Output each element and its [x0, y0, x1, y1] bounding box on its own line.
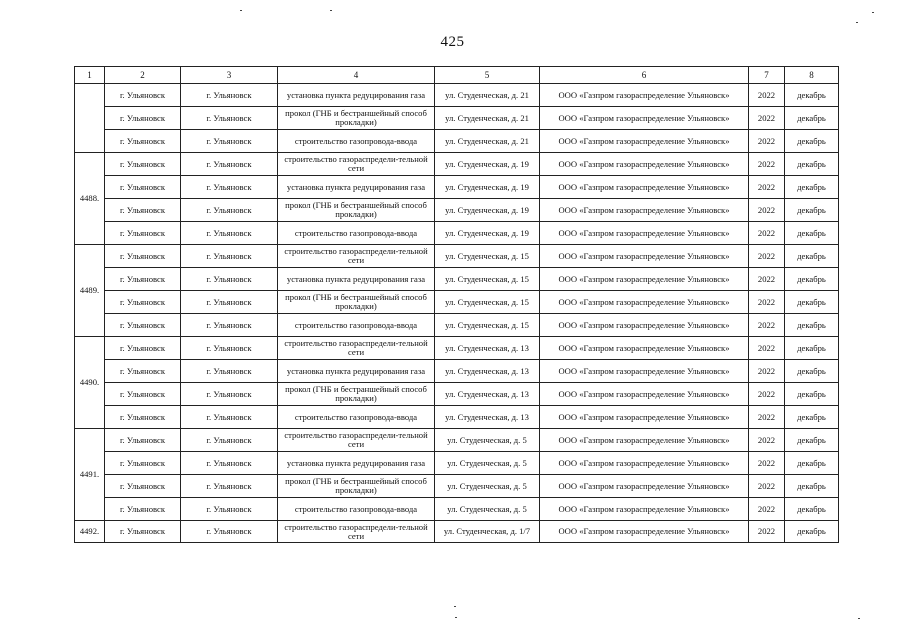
location-municipality: г. Ульяновск — [181, 383, 278, 406]
scan-speck — [872, 12, 874, 13]
column-header: 5 — [435, 67, 540, 84]
address: ул. Студенческая, д. 21 — [435, 107, 540, 130]
table-row — [75, 314, 839, 337]
address: ул. Студенческая, д. 15 — [435, 245, 540, 268]
month: декабрь — [785, 475, 839, 498]
location-municipality: г. Ульяновск — [181, 176, 278, 199]
work-description: строительство газопровода-ввода — [278, 130, 435, 153]
organization: ООО «Газпром газораспределение Ульяновск» — [540, 291, 749, 314]
year: 2022 — [749, 222, 785, 245]
table-row — [75, 84, 839, 107]
location-city: г. Ульяновск — [105, 383, 181, 406]
column-header: 6 — [540, 67, 749, 84]
column-header: 4 — [278, 67, 435, 84]
work-description: прокол (ГНБ и бестраншейный способ прокладки) — [278, 107, 435, 130]
address: ул. Студенческая, д. 13 — [435, 360, 540, 383]
location-city: г. Ульяновск — [105, 521, 181, 543]
year: 2022 — [749, 337, 785, 360]
header-row — [75, 67, 839, 84]
location-municipality: г. Ульяновск — [181, 130, 278, 153]
location-municipality: г. Ульяновск — [181, 268, 278, 291]
table-row — [75, 452, 839, 475]
table-row — [75, 360, 839, 383]
address: ул. Студенческая, д. 5 — [435, 452, 540, 475]
work-description: строительство газопровода-ввода — [278, 406, 435, 429]
organization: ООО «Газпром газораспределение Ульяновск» — [540, 475, 749, 498]
location-city: г. Ульяновск — [105, 360, 181, 383]
address: ул. Студенческая, д. 13 — [435, 383, 540, 406]
organization: ООО «Газпром газораспределение Ульяновск» — [540, 153, 749, 176]
table-row — [75, 521, 839, 543]
table-row — [75, 429, 839, 452]
column-header: 3 — [181, 67, 278, 84]
month: декабрь — [785, 176, 839, 199]
address: ул. Студенческая, д. 5 — [435, 429, 540, 452]
location-city: г. Ульяновск — [105, 429, 181, 452]
work-description: установка пункта редуцирования газа — [278, 452, 435, 475]
location-city: г. Ульяновск — [105, 406, 181, 429]
work-description: строительство газопровода-ввода — [278, 314, 435, 337]
table-row — [75, 406, 839, 429]
page-number: 425 — [440, 34, 465, 50]
address: ул. Студенческая, д. 21 — [435, 130, 540, 153]
location-municipality: г. Ульяновск — [181, 199, 278, 222]
year: 2022 — [749, 429, 785, 452]
year: 2022 — [749, 291, 785, 314]
location-municipality: г. Ульяновск — [181, 337, 278, 360]
month: декабрь — [785, 268, 839, 291]
location-city: г. Ульяновск — [105, 130, 181, 153]
year: 2022 — [749, 199, 785, 222]
location-municipality: г. Ульяновск — [181, 84, 278, 107]
work-description: прокол (ГНБ и бестраншейный способ прокладки) — [278, 199, 435, 222]
table-row — [75, 153, 839, 176]
organization: ООО «Газпром газораспределение Ульяновск» — [540, 245, 749, 268]
column-header: 8 — [785, 67, 839, 84]
year: 2022 — [749, 130, 785, 153]
year: 2022 — [749, 314, 785, 337]
address: ул. Студенческая, д. 19 — [435, 199, 540, 222]
location-city: г. Ульяновск — [105, 153, 181, 176]
location-municipality: г. Ульяновск — [181, 222, 278, 245]
address: ул. Студенческая, д. 1/7 — [435, 521, 540, 543]
organization: ООО «Газпром газораспределение Ульяновск» — [540, 130, 749, 153]
entry-number: 4488. — [75, 153, 105, 245]
entry-number: 4491. — [75, 429, 105, 521]
month: декабрь — [785, 130, 839, 153]
organization: ООО «Газпром газораспределение Ульяновск» — [540, 314, 749, 337]
organization: ООО «Газпром газораспределение Ульяновск» — [540, 337, 749, 360]
year: 2022 — [749, 406, 785, 429]
month: декабрь — [785, 337, 839, 360]
work-description: строительство газораспредели-тельной сети — [278, 337, 435, 360]
location-city: г. Ульяновск — [105, 222, 181, 245]
work-description: строительство газораспредели-тельной сети — [278, 521, 435, 543]
register-table — [74, 66, 839, 543]
year: 2022 — [749, 107, 785, 130]
address: ул. Студенческая, д. 13 — [435, 406, 540, 429]
table-row — [75, 130, 839, 153]
address: ул. Студенческая, д. 19 — [435, 153, 540, 176]
table-row — [75, 383, 839, 406]
organization: ООО «Газпром газораспределение Ульяновск» — [540, 107, 749, 130]
month: декабрь — [785, 498, 839, 521]
address: ул. Студенческая, д. 19 — [435, 222, 540, 245]
year: 2022 — [749, 452, 785, 475]
location-municipality: г. Ульяновск — [181, 429, 278, 452]
location-municipality: г. Ульяновск — [181, 153, 278, 176]
year: 2022 — [749, 498, 785, 521]
month: декабрь — [785, 429, 839, 452]
month: декабрь — [785, 245, 839, 268]
organization: ООО «Газпром газораспределение Ульяновск» — [540, 429, 749, 452]
location-city: г. Ульяновск — [105, 268, 181, 291]
location-city: г. Ульяновск — [105, 452, 181, 475]
location-city: г. Ульяновск — [105, 245, 181, 268]
year: 2022 — [749, 521, 785, 543]
month: декабрь — [785, 521, 839, 543]
month: декабрь — [785, 107, 839, 130]
address: ул. Студенческая, д. 19 — [435, 176, 540, 199]
address: ул. Студенческая, д. 5 — [435, 498, 540, 521]
location-municipality: г. Ульяновск — [181, 314, 278, 337]
location-city: г. Ульяновск — [105, 475, 181, 498]
location-city: г. Ульяновск — [105, 314, 181, 337]
work-description: установка пункта редуцирования газа — [278, 360, 435, 383]
month: декабрь — [785, 153, 839, 176]
work-description: установка пункта редуцирования газа — [278, 176, 435, 199]
location-city: г. Ульяновск — [105, 291, 181, 314]
table-row — [75, 268, 839, 291]
month: декабрь — [785, 360, 839, 383]
month: декабрь — [785, 314, 839, 337]
work-description: строительство газораспредели-тельной сети — [278, 245, 435, 268]
table-body — [75, 84, 839, 543]
year: 2022 — [749, 84, 785, 107]
work-description: прокол (ГНБ и бестраншейный способ прокладки) — [278, 291, 435, 314]
location-municipality: г. Ульяновск — [181, 498, 278, 521]
work-description: строительство газораспредели-тельной сети — [278, 153, 435, 176]
location-municipality: г. Ульяновск — [181, 245, 278, 268]
table-row — [75, 245, 839, 268]
organization: ООО «Газпром газораспределение Ульяновск» — [540, 199, 749, 222]
entry-number: 4492. — [75, 521, 105, 543]
work-description: строительство газопровода-ввода — [278, 222, 435, 245]
table-row — [75, 291, 839, 314]
month: декабрь — [785, 383, 839, 406]
year: 2022 — [749, 176, 785, 199]
work-description: прокол (ГНБ и бестраншейный способ прокладки) — [278, 383, 435, 406]
entry-number: 4489. — [75, 245, 105, 337]
address: ул. Студенческая, д. 13 — [435, 337, 540, 360]
table-row — [75, 475, 839, 498]
year: 2022 — [749, 475, 785, 498]
table-row — [75, 498, 839, 521]
organization: ООО «Газпром газораспределение Ульяновск» — [540, 521, 749, 543]
scan-speck — [454, 606, 456, 607]
address: ул. Студенческая, д. 15 — [435, 268, 540, 291]
address: ул. Студенческая, д. 15 — [435, 314, 540, 337]
month: декабрь — [785, 84, 839, 107]
organization: ООО «Газпром газораспределение Ульяновск» — [540, 268, 749, 291]
month: декабрь — [785, 291, 839, 314]
scan-speck — [455, 617, 457, 618]
location-municipality: г. Ульяновск — [181, 452, 278, 475]
location-city: г. Ульяновск — [105, 337, 181, 360]
year: 2022 — [749, 360, 785, 383]
month: декабрь — [785, 452, 839, 475]
work-description: строительство газораспредели-тельной сети — [278, 429, 435, 452]
table-row — [75, 222, 839, 245]
organization: ООО «Газпром газораспределение Ульяновск» — [540, 406, 749, 429]
location-municipality: г. Ульяновск — [181, 521, 278, 543]
location-municipality: г. Ульяновск — [181, 360, 278, 383]
scan-speck — [240, 10, 242, 11]
location-municipality: г. Ульяновск — [181, 406, 278, 429]
table-row — [75, 176, 839, 199]
scan-speck — [856, 22, 858, 23]
scan-speck — [330, 10, 332, 11]
location-municipality: г. Ульяновск — [181, 475, 278, 498]
address: ул. Студенческая, д. 5 — [435, 475, 540, 498]
month: декабрь — [785, 199, 839, 222]
location-city: г. Ульяновск — [105, 199, 181, 222]
work-description: установка пункта редуцирования газа — [278, 84, 435, 107]
table-row — [75, 107, 839, 130]
table-row — [75, 199, 839, 222]
organization: ООО «Газпром газораспределение Ульяновск» — [540, 383, 749, 406]
address: ул. Студенческая, д. 21 — [435, 84, 540, 107]
location-municipality: г. Ульяновск — [181, 291, 278, 314]
entry-number: 4490. — [75, 337, 105, 429]
year: 2022 — [749, 153, 785, 176]
entry-number — [75, 84, 105, 153]
year: 2022 — [749, 383, 785, 406]
organization: ООО «Газпром газораспределение Ульяновск» — [540, 498, 749, 521]
column-header: 7 — [749, 67, 785, 84]
column-header: 1 — [75, 67, 105, 84]
organization: ООО «Газпром газораспределение Ульяновск» — [540, 176, 749, 199]
location-municipality: г. Ульяновск — [181, 107, 278, 130]
location-city: г. Ульяновск — [105, 107, 181, 130]
column-header: 2 — [105, 67, 181, 84]
work-description: строительство газопровода-ввода — [278, 498, 435, 521]
year: 2022 — [749, 268, 785, 291]
work-description: прокол (ГНБ и бестраншейный способ прокладки) — [278, 475, 435, 498]
organization: ООО «Газпром газораспределение Ульяновск» — [540, 222, 749, 245]
work-description: установка пункта редуцирования газа — [278, 268, 435, 291]
month: декабрь — [785, 406, 839, 429]
address: ул. Студенческая, д. 15 — [435, 291, 540, 314]
location-city: г. Ульяновск — [105, 498, 181, 521]
location-city: г. Ульяновск — [105, 84, 181, 107]
scan-speck — [858, 618, 860, 619]
month: декабрь — [785, 222, 839, 245]
organization: ООО «Газпром газораспределение Ульяновск» — [540, 452, 749, 475]
organization: ООО «Газпром газораспределение Ульяновск» — [540, 360, 749, 383]
location-city: г. Ульяновск — [105, 176, 181, 199]
organization: ООО «Газпром газораспределение Ульяновск» — [540, 84, 749, 107]
year: 2022 — [749, 245, 785, 268]
table-row — [75, 337, 839, 360]
